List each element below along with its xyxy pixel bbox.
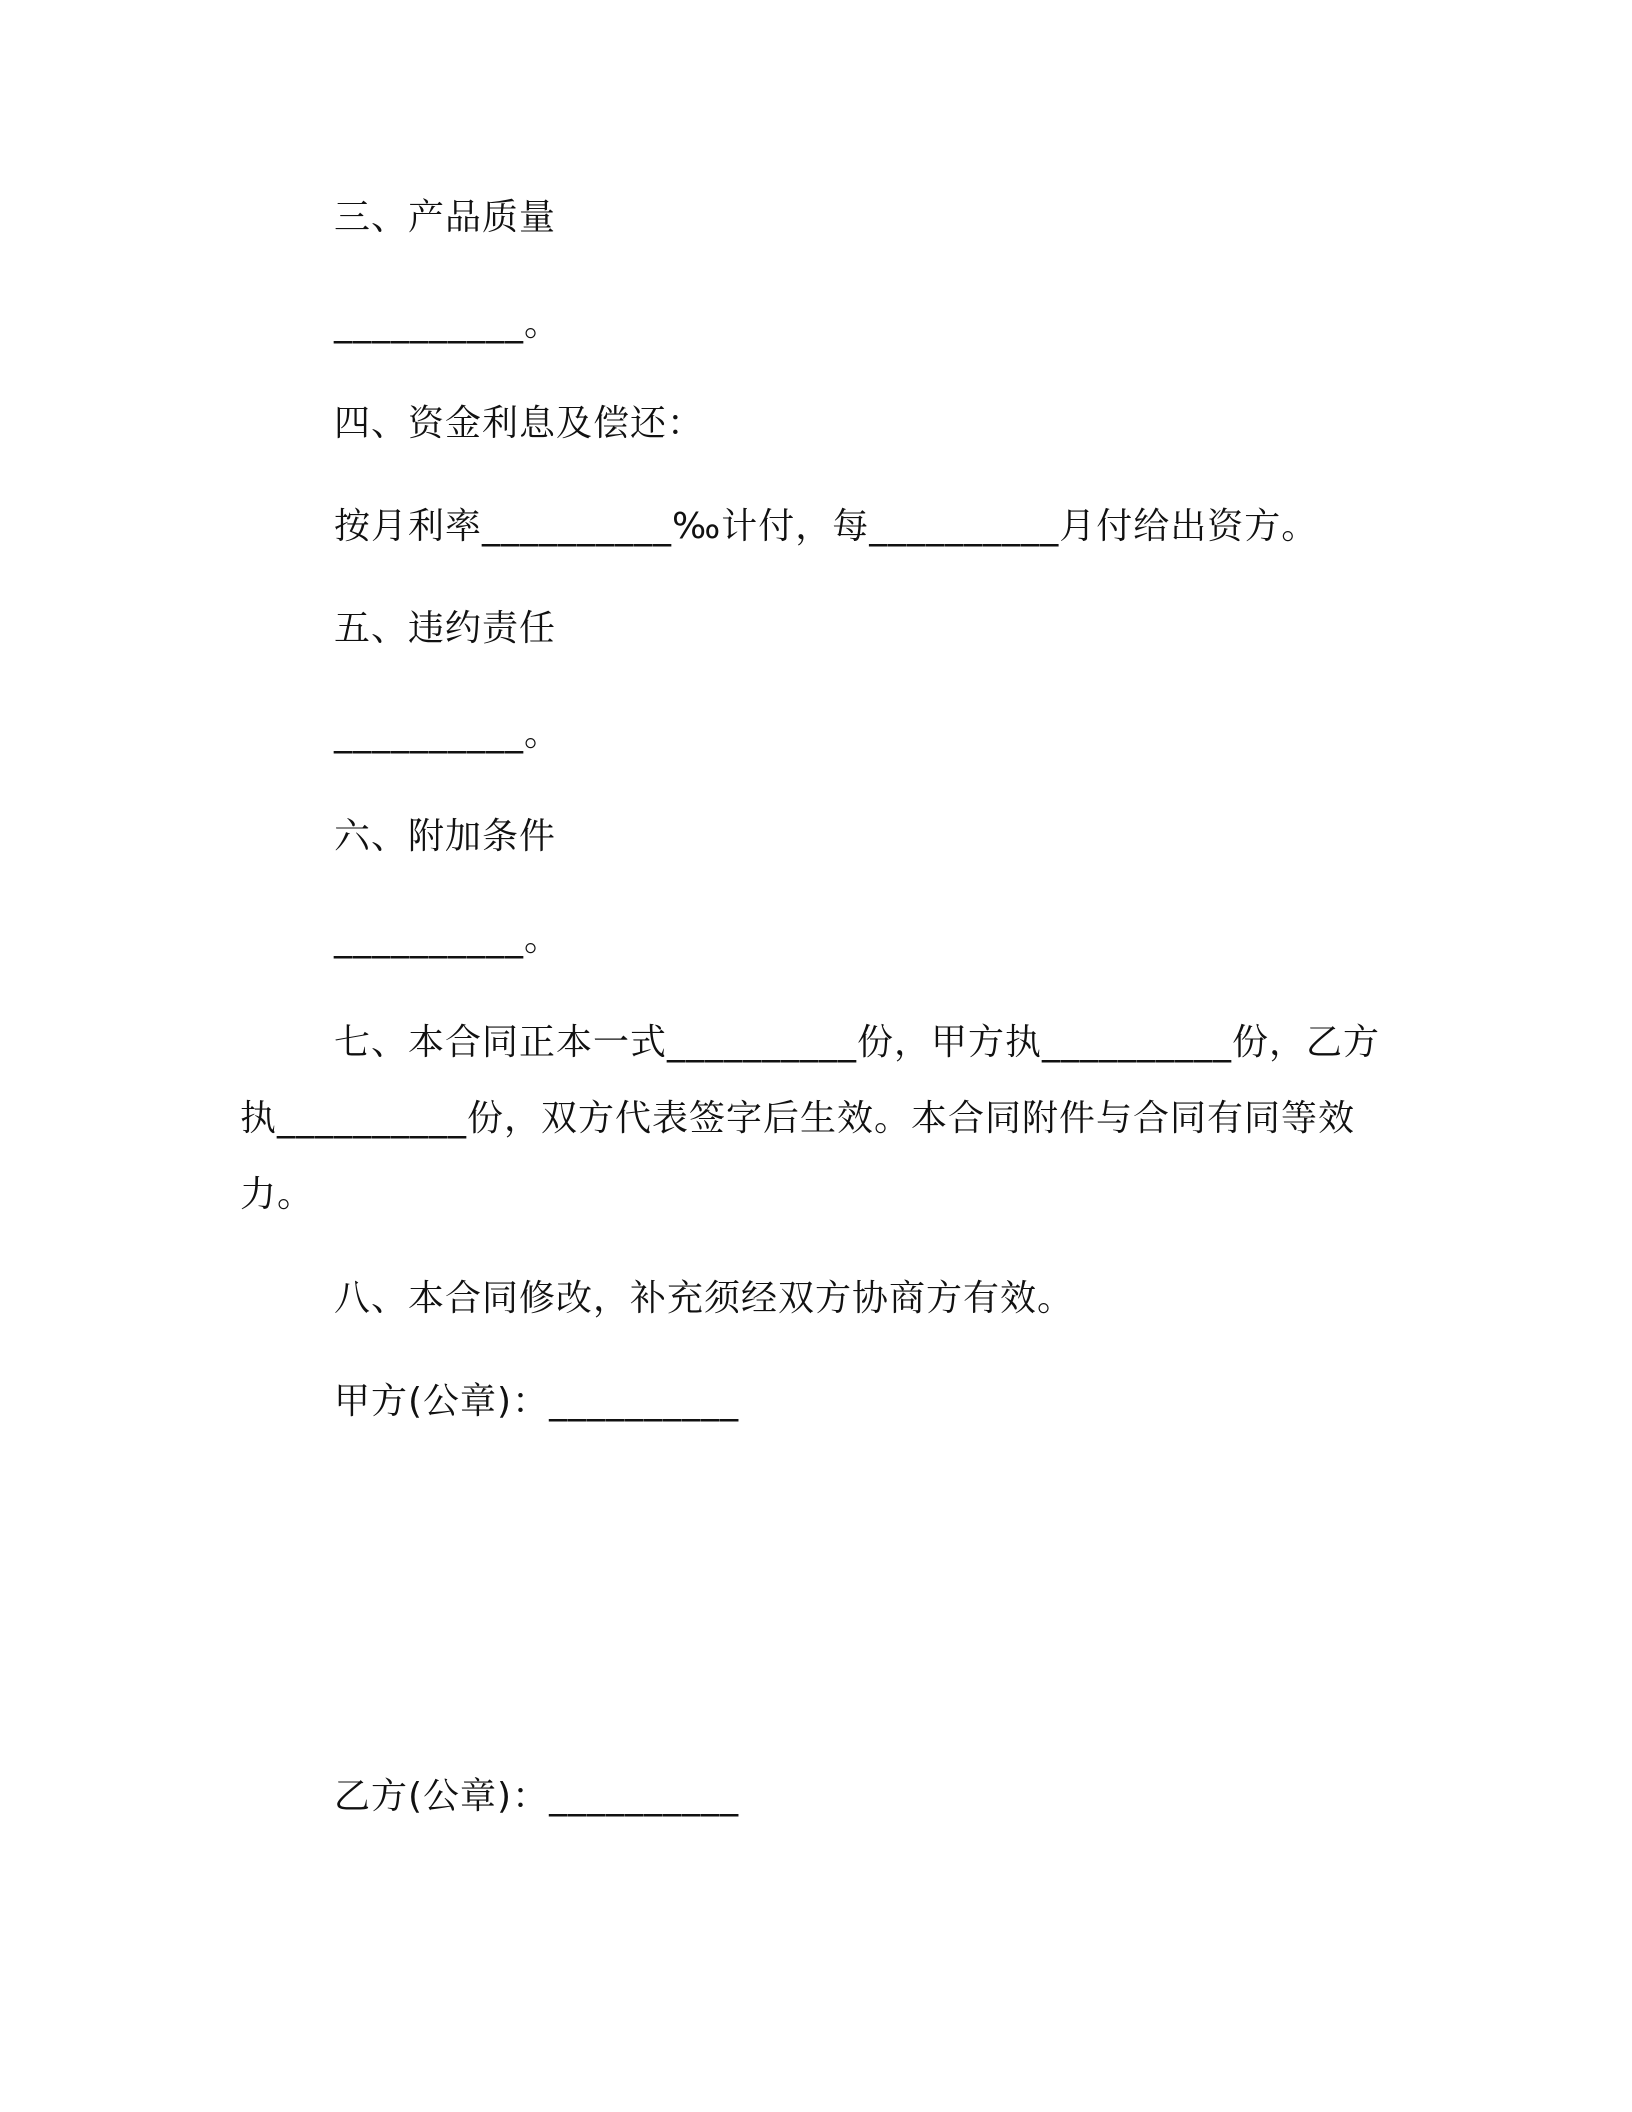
section-8-paragraph: 八、本合同修改，补充须经双方协商方有效。 xyxy=(334,1278,1075,1319)
section-6-title: 六、附加条件 xyxy=(334,816,557,857)
section-5-body: __________。 xyxy=(334,713,562,754)
party-a-seal-line: 甲方(公章)：__________ xyxy=(334,1381,740,1422)
section-5-title: 五、违约责任 xyxy=(334,608,557,649)
section-3-body: __________。 xyxy=(334,303,562,344)
section-4-body: 按月利率__________‰计付，每__________月付给出资方。 xyxy=(334,506,1319,547)
section-4-title: 四、资金利息及偿还： xyxy=(334,403,705,444)
section-6-body: __________。 xyxy=(334,918,562,959)
section-3-title: 三、产品质量 xyxy=(334,197,557,238)
section-7-paragraph: 七、本合同正本一式__________份，甲方执__________份，乙方执__________份，双方代表签字后生效。本合同附件与合同有同等效力。 xyxy=(240,1022,1381,1215)
party-b-seal-line: 乙方(公章)：__________ xyxy=(334,1776,740,1817)
